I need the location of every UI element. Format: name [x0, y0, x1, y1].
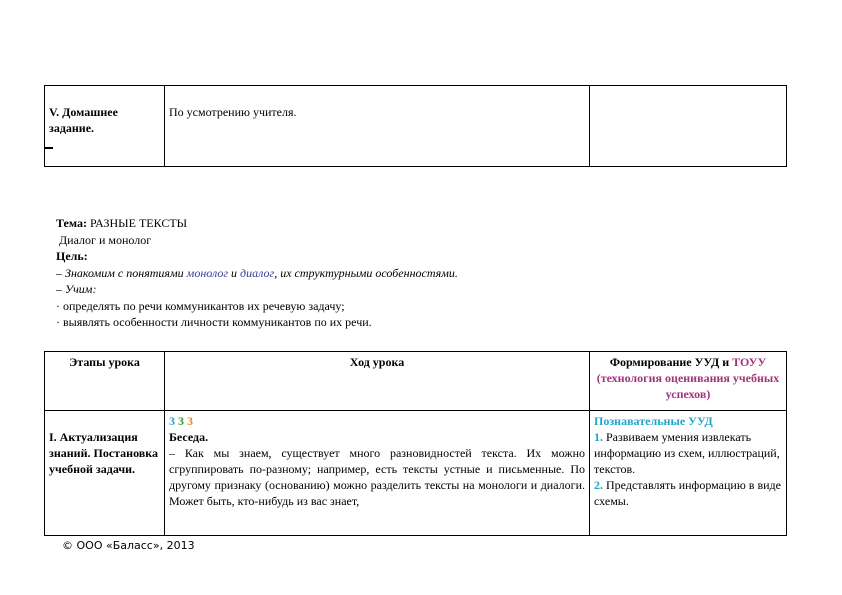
topic-block [56, 215, 776, 331]
homework-row [45, 86, 787, 167]
uud-item-text: Представлять информацию в виде схемы. [594, 478, 781, 508]
uud-item-text: Развиваем умения извлекать информацию из схем, иллюстраций, текстов. [594, 430, 780, 476]
row1-uud-title: Познавательные УУД [594, 414, 713, 428]
row1-uud-item [594, 429, 782, 477]
homework-uud [590, 86, 787, 167]
topic-subtitle: Диалог и монолог [59, 232, 152, 247]
learn-item: · определять по речи коммуникантов их речевую задачу; [56, 298, 345, 313]
topic-label: Тема: [56, 216, 87, 230]
lesson-row-1 [45, 411, 787, 536]
header-uud [590, 352, 787, 411]
mark-1: 3 [169, 414, 175, 428]
table-edge-mark [44, 147, 53, 149]
row1-uud [590, 411, 787, 536]
mark-2: 3 [178, 414, 184, 428]
uud-item-num: 2. [594, 478, 603, 492]
header-uud-sub: (технология оценивания учебных успехов) [596, 371, 780, 401]
homework-table [44, 85, 787, 167]
lesson-header-row [45, 352, 787, 411]
learn-item: · выявлять особенности личности коммуникантов по их речи. [56, 315, 372, 329]
goal-text [56, 265, 776, 282]
topic-value: РАЗНЫЕ ТЕКСТЫ [89, 216, 188, 230]
lesson-table [44, 351, 787, 536]
header-stages: Этапы урока [45, 352, 165, 411]
header-touu: ТОУУ [732, 355, 767, 369]
goal-prefix: – Знакомим с понятиями [56, 265, 187, 280]
homework-content: По усмотрению учителя. [165, 86, 590, 167]
row1-course [165, 411, 590, 536]
copyright-footer: © ООО «Баласс», 2013 [62, 539, 195, 552]
header-course: Ход урока [165, 352, 590, 411]
topic-line [56, 215, 776, 232]
row1-stage: I. Актуализация знаний. Постановка учебной задачи. [45, 411, 165, 536]
term-dialog: диалог [240, 265, 275, 280]
row1-uud-item [594, 477, 782, 509]
mark-3: 3 [187, 414, 193, 428]
row1-marks [169, 413, 585, 429]
row1-dialog-title: Беседа. [169, 430, 209, 444]
goal-suffix: , их структурными особенностями. [274, 265, 458, 280]
uud-item-num: 1. [594, 430, 603, 444]
row1-dialog-text: – Как мы знаем, существует много разновидностей текста. Их можно сгруппировать по-разному; например, есть тексты устные и письменные. По другому признаку (основанию) можно разделить тексты на монологи и диалоги. Может быть, кто-нибудь из вас знает, [169, 446, 585, 508]
goal-label: Цель: [56, 249, 88, 263]
homework-stage: V. Домашнее задание. [45, 86, 165, 167]
learn-label: – Учим: [56, 282, 97, 296]
term-monolog: монолог [186, 265, 229, 280]
goal-and: и [228, 265, 241, 280]
header-uud-prefix: Формирование УУД и [609, 355, 733, 369]
